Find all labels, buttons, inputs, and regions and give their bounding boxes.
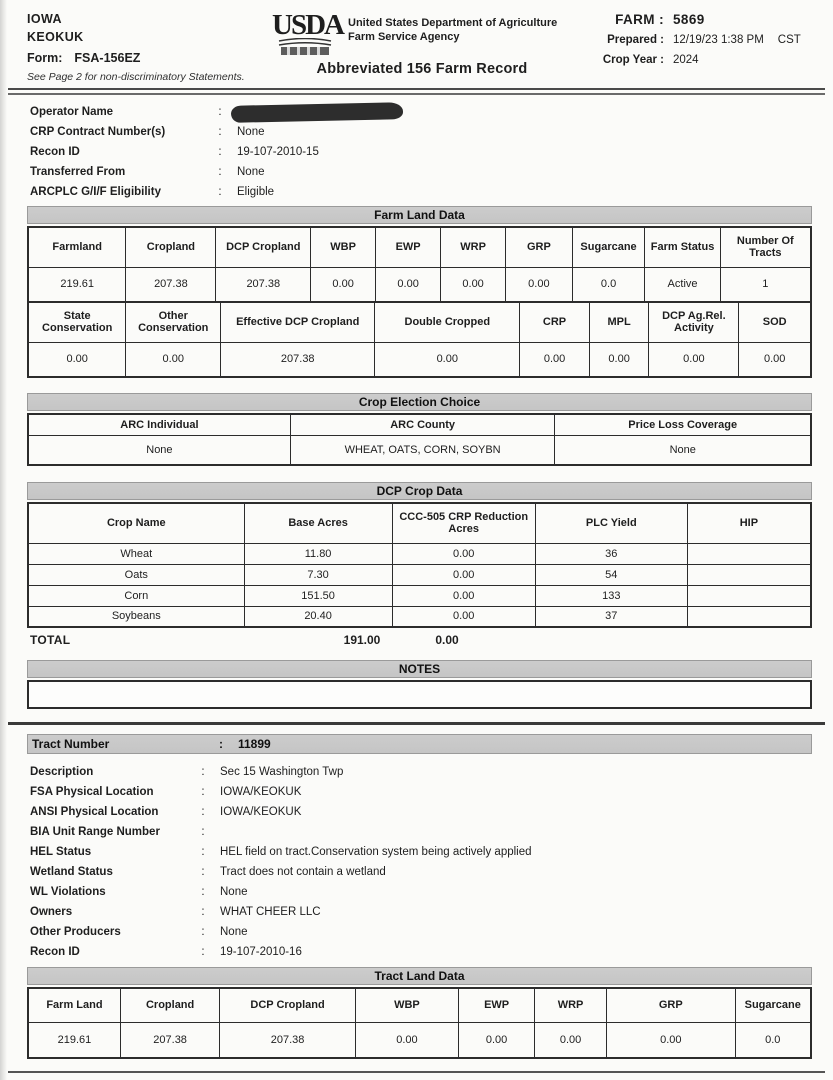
farm-land-data-section (27, 206, 812, 378)
total-base-acres: 191.00 (343, 633, 381, 647)
header-cell-farm-status: Farm Status (645, 227, 720, 267)
kv-colon: : (201, 886, 205, 898)
header-cell-ewp: EWP (376, 227, 441, 267)
tract-divider (8, 722, 825, 725)
table-cell: 133 (535, 585, 687, 606)
timezone: CST (777, 34, 801, 46)
notes-section (27, 660, 812, 709)
table-value-row (28, 435, 811, 465)
table-cell: 219.61 (28, 267, 126, 302)
header-cell-dcp-cropland: DCP Cropland (216, 227, 311, 267)
kv-value: None (220, 926, 248, 938)
kv-label: Other Producers (30, 926, 121, 938)
kv-colon: : (201, 806, 205, 818)
kv-label: Owners (30, 906, 73, 918)
table-cell (687, 564, 811, 585)
table-cell: 0.00 (739, 342, 811, 377)
header-cell-sugarcane: Sugarcane (572, 227, 645, 267)
kv-label: HEL Status (30, 846, 92, 858)
table-cell (687, 606, 811, 627)
kv-value: Tract does not contain a wetland (220, 866, 386, 878)
header-cell-other-conservation: Other Conservation (126, 302, 221, 342)
header-cell-ewp: EWP (459, 988, 535, 1022)
dcp-total-row (27, 631, 812, 653)
header-right-block (572, 10, 819, 86)
header-cell-base-acres: Base Acres (244, 503, 392, 543)
usda-logo-icon (272, 9, 343, 56)
table-cell: 0.00 (506, 267, 573, 302)
kv-row-wetland-status (30, 862, 833, 882)
header-cell-wrp: WRP (535, 988, 607, 1022)
tract-land-data-section (27, 967, 812, 1059)
table-cell (687, 543, 811, 564)
table-header-row (28, 503, 811, 543)
kv-row-bia-unit-range (30, 822, 833, 842)
table-cell: 151.50 (244, 585, 392, 606)
kv-value: Eligible (237, 186, 275, 198)
header-cell-cropland: Cropland (126, 227, 216, 267)
usda-logo-text: USDA (272, 9, 343, 41)
header-cell-wbp: WBP (355, 988, 458, 1022)
table-cell: Wheat (28, 543, 244, 564)
table-cell: 0.00 (607, 1022, 735, 1058)
kv-value: HEL field on tract.Conservation system being actively applied (220, 846, 532, 858)
page-header (0, 0, 833, 86)
header-cell-sod: SOD (739, 302, 811, 342)
header-cell-plc-yield: PLC Yield (535, 503, 687, 543)
kv-value: None (237, 126, 265, 138)
kv-colon: : (201, 866, 205, 878)
kv-colon: : (218, 166, 222, 178)
kv-row-arcplc-eligibility (30, 182, 833, 202)
kv-row-operator-name (30, 102, 833, 122)
kv-value: IOWA/KEOKUK (220, 806, 302, 818)
kv-row-tract-recon-id (30, 942, 833, 962)
table-cell: WHEAT, OATS, CORN, SOYBN (290, 435, 555, 465)
kv-colon: : (218, 186, 222, 198)
kv-label: WL Violations (30, 886, 106, 898)
kv-row-wl-violations (30, 882, 833, 902)
header-cell-wrp: WRP (441, 227, 506, 267)
table-cell: 54 (535, 564, 687, 585)
form-label: Form: (27, 51, 63, 65)
section-title-notes: NOTES (27, 660, 812, 678)
section-title-dcp-crop-data: DCP Crop Data (27, 482, 812, 500)
form-number-line (27, 51, 272, 65)
farm-info-block (30, 102, 833, 202)
kv-row-recon-id (30, 142, 833, 162)
kv-colon: : (201, 906, 205, 918)
table-cell: 219.61 (28, 1022, 120, 1058)
notes-box (27, 680, 812, 709)
table-value-row (28, 267, 811, 302)
total-label: TOTAL (30, 633, 71, 647)
nondiscrimination-note: See Page 2 for non-discriminatory Statements. (27, 71, 245, 83)
crop-election-table (27, 413, 812, 466)
kv-colon: : (218, 146, 222, 158)
header-cell-farmland: Farmland (28, 227, 126, 267)
table-header-row (28, 302, 811, 342)
agency-line1: United States Department of Agriculture (348, 17, 558, 29)
header-divider (8, 88, 825, 95)
kv-row-ansi-physical-location (30, 802, 833, 822)
table-cell: 36 (535, 543, 687, 564)
kv-label: Recon ID (30, 946, 80, 958)
table-cell: 1 (720, 267, 811, 302)
tract-info-block (30, 762, 833, 962)
crop-year-label: Crop Year : (602, 54, 664, 66)
table-cell: 0.00 (441, 267, 506, 302)
table-cell: 207.38 (120, 1022, 219, 1058)
kv-value: None (237, 166, 265, 178)
header-cell-grp: GRP (607, 988, 735, 1022)
kv-label: ARCPLC G/I/F Eligibility (30, 186, 161, 198)
kv-value: IOWA/KEOKUK (220, 786, 302, 798)
page-bottom-rule (8, 1071, 825, 1073)
kv-label: ANSI Physical Location (30, 806, 159, 818)
kv-colon: : (201, 946, 205, 958)
kv-row-hel-status (30, 842, 833, 862)
kv-row-transferred-from (30, 162, 833, 182)
table-header-row (28, 988, 811, 1022)
header-center-block (272, 10, 572, 86)
table-cell: 0.00 (392, 564, 535, 585)
table-cell: 0.00 (392, 543, 535, 564)
kv-label: CRP Contract Number(s) (30, 126, 166, 138)
table-cell: 0.00 (459, 1022, 535, 1058)
dcp-crop-data-section (27, 482, 812, 653)
total-ccc505: 0.00 (435, 633, 459, 647)
farm-land-data-table-band2 (27, 301, 812, 378)
kv-label: Transferred From (30, 166, 126, 178)
header-left-block (27, 10, 272, 86)
kv-colon: : (201, 786, 205, 798)
prepared-value: 12/19/23 1:38 PM CST (673, 34, 801, 46)
kv-row-owners (30, 902, 833, 922)
kv-row-description (30, 762, 833, 782)
kv-label: Operator Name (30, 106, 114, 118)
header-cell-hip: HIP (687, 503, 811, 543)
table-cell: 0.00 (589, 342, 649, 377)
table-cell: 207.38 (216, 267, 311, 302)
kv-label: FSA Physical Location (30, 786, 154, 798)
crop-row-wheat (28, 543, 811, 564)
kv-colon: : (218, 106, 222, 118)
kv-colon: : (201, 926, 205, 938)
kv-label: Recon ID (30, 146, 80, 158)
kv-label: BIA Unit Range Number (30, 826, 160, 838)
table-cell: None (28, 435, 290, 465)
section-title-crop-election: Crop Election Choice (27, 393, 812, 411)
header-cell-grp: GRP (506, 227, 573, 267)
header-cell-state-conservation: State Conservation (28, 302, 126, 342)
header-cell-ccc505: CCC-505 CRP Reduction Acres (392, 503, 535, 543)
crop-row-oats (28, 564, 811, 585)
table-value-row (28, 342, 811, 377)
kv-row-fsa-physical-location (30, 782, 833, 802)
kv-row-other-producers (30, 922, 833, 942)
table-cell: 0.00 (535, 1022, 607, 1058)
county-name: KEOKUK (27, 30, 84, 44)
state-name: IOWA (27, 12, 62, 26)
kv-colon: : (201, 846, 205, 858)
table-cell: 20.40 (244, 606, 392, 627)
table-value-row (28, 1022, 811, 1058)
table-cell: 11.80 (244, 543, 392, 564)
table-cell: 0.00 (28, 342, 126, 377)
header-cell-arc-individual: ARC Individual (28, 414, 290, 435)
table-cell: Corn (28, 585, 244, 606)
redaction-mark (231, 102, 403, 123)
table-cell: 0.0 (572, 267, 645, 302)
farm-land-data-table-band1 (27, 226, 812, 303)
table-cell: 37 (535, 606, 687, 627)
table-header-row (28, 414, 811, 435)
header-cell-sugarcane: Sugarcane (735, 988, 811, 1022)
table-cell: Oats (28, 564, 244, 585)
kv-row-crp-contract (30, 122, 833, 142)
table-cell: Soybeans (28, 606, 244, 627)
kv-value: WHAT CHEER LLC (220, 906, 321, 918)
header-cell-crop-name: Crop Name (28, 503, 244, 543)
table-cell (687, 585, 811, 606)
header-cell-mpl: MPL (589, 302, 649, 342)
table-cell: 207.38 (220, 1022, 355, 1058)
header-cell-dcp-agrel-activity: DCP Ag.Rel. Activity (649, 302, 739, 342)
section-title-farm-land-data: Farm Land Data (27, 206, 812, 224)
table-cell: 207.38 (221, 342, 375, 377)
dcp-crop-data-table (27, 502, 812, 628)
crop-election-section (27, 393, 812, 466)
table-cell: 0.00 (355, 1022, 458, 1058)
table-cell: 0.00 (392, 585, 535, 606)
table-cell: 7.30 (244, 564, 392, 585)
table-cell: 0.0 (735, 1022, 811, 1058)
table-cell: 207.38 (126, 267, 216, 302)
prepared-label: Prepared : (607, 34, 664, 46)
tract-number-section (27, 734, 812, 754)
kv-colon: : (218, 126, 222, 138)
kv-colon: : (219, 736, 223, 751)
tract-number-label: Tract Number (32, 736, 110, 751)
header-cell-number-of-tracts: Number Of Tracts (720, 227, 811, 267)
farm-number: 5869 (673, 12, 705, 27)
kv-value: 19-107-2010-16 (220, 946, 302, 958)
table-cell: 0.00 (126, 342, 221, 377)
kv-value: 19-107-2010-15 (237, 146, 319, 158)
kv-colon: : (201, 766, 205, 778)
agency-name-block (348, 12, 557, 44)
table-cell: 0.00 (375, 342, 520, 377)
table-cell: 0.00 (311, 267, 376, 302)
header-cell-farm-land: Farm Land (28, 988, 120, 1022)
crop-year-value: 2024 (673, 54, 699, 66)
tract-land-data-table (27, 987, 812, 1059)
document-title: Abbreviated 156 Farm Record (316, 61, 528, 77)
kv-value: None (220, 886, 248, 898)
header-cell-price-loss-coverage: Price Loss Coverage (555, 414, 811, 435)
kv-label: Wetland Status (30, 866, 113, 878)
header-cell-arc-county: ARC County (290, 414, 555, 435)
crop-row-corn (28, 585, 811, 606)
kv-label: Description (30, 766, 94, 778)
header-cell-crp: CRP (520, 302, 590, 342)
form-number: FSA-156EZ (74, 51, 141, 65)
table-cell: 0.00 (649, 342, 739, 377)
table-cell: 0.00 (520, 342, 590, 377)
header-cell-dcp-cropland: DCP Cropland (220, 988, 355, 1022)
table-cell: 0.00 (392, 606, 535, 627)
header-cell-double-cropped: Double Cropped (375, 302, 520, 342)
table-cell: None (555, 435, 811, 465)
header-cell-effective-dcp-cropland: Effective DCP Cropland (221, 302, 375, 342)
agency-line2: Farm Service Agency (348, 31, 460, 43)
kv-value: Sec 15 Washington Twp (220, 766, 344, 778)
tract-number-value: 11899 (238, 736, 271, 751)
header-cell-wbp: WBP (311, 227, 376, 267)
table-header-row (28, 227, 811, 267)
crop-row-soybeans (28, 606, 811, 627)
tract-number-bar (27, 734, 812, 754)
table-cell: 0.00 (376, 267, 441, 302)
header-cell-cropland: Cropland (120, 988, 219, 1022)
table-cell: Active (645, 267, 720, 302)
farm-label: FARM : (615, 12, 664, 27)
section-title-tract-land-data: Tract Land Data (27, 967, 812, 985)
kv-colon: : (201, 826, 205, 838)
